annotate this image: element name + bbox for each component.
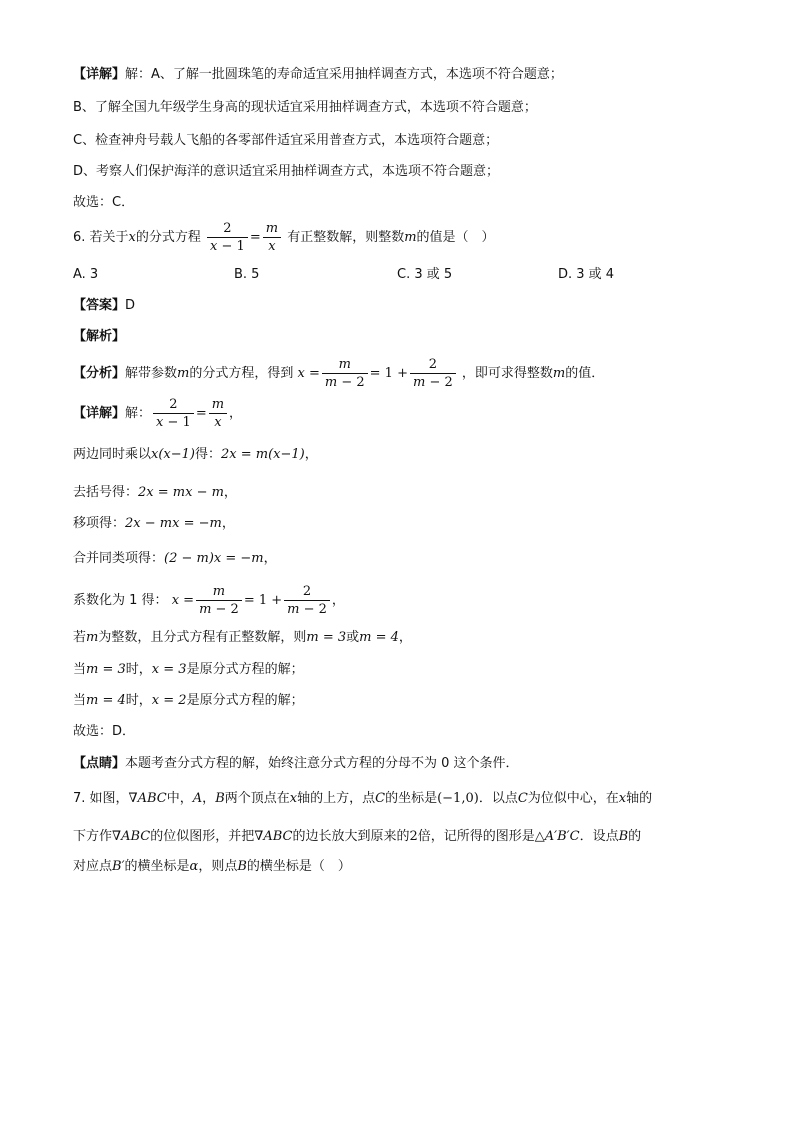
var-m: m: [552, 366, 566, 381]
var-m: m: [404, 230, 417, 245]
fenxi-line: 【分析】解带参数m的分式方程，得到 x = $\frac{m}{m - 2}$ = 1 + $\frac{2}{m - 2}$ ，即可求得整数m的值．: [73, 357, 605, 390]
q5-option-b-line: B、了解全国九年级学生身高的现状适宜采用抽样调查方式，本选项不符合题意；: [73, 100, 537, 115]
dianjing-text: 本题考查分式方程的解，始终注意分式方程的分母不为 0 这个条件．: [125, 756, 519, 771]
fenxi-text: ，即可求得整数: [461, 366, 553, 381]
math-expr: B: [618, 829, 629, 844]
equation-lhs-fraction: $\frac{2}{x - 1}$: [207, 220, 248, 255]
math-expr: (2 − m)x = −m: [164, 551, 264, 566]
math-expr: B: [215, 791, 225, 806]
q6-conclusion: 故选：D．: [73, 724, 136, 739]
step-label: 两边同时乘以: [73, 447, 152, 462]
step-text: 若: [73, 630, 87, 645]
math-expr: ∇ABC: [254, 829, 293, 844]
math-expr: 2x − mx = −m: [125, 516, 222, 531]
answer-line: [73, 297, 135, 315]
fenxi-tag: 【分析】: [73, 366, 126, 381]
q7-text: 的横坐标是: [124, 859, 190, 874]
solution-fraction-2: $\frac{2}{m - 2}$: [284, 583, 330, 618]
math-expr: m = 3: [86, 662, 126, 677]
step-combine: 合并同类项得：(2 − m)x = −m，: [73, 551, 277, 566]
solution-fraction: $\frac{m}{m - 2}$: [322, 356, 368, 391]
q7-text: ．设点: [579, 829, 619, 844]
math-expr: ∇ABC: [128, 791, 167, 806]
math-expr: 2x = mx − m: [138, 485, 224, 500]
math-expr: x: [618, 791, 627, 806]
math-expr: (−1,0): [437, 791, 479, 806]
step-label: 去括号得：: [73, 485, 139, 500]
q7-text: 的位似图形，并把: [150, 829, 255, 844]
math-expr: m = 3: [306, 630, 347, 645]
math-expr: △A′B′C: [534, 829, 580, 844]
var-x: x: [128, 230, 136, 245]
option-d: D. 3 或 4: [558, 267, 615, 282]
math-expr: 2: [409, 829, 418, 844]
q7-line2: [73, 828, 641, 846]
math-expr: B: [237, 859, 247, 874]
q7-text: 为位似中心，在: [527, 791, 619, 806]
dianjing-line: [73, 755, 519, 773]
answer-tag: 【答案】: [73, 298, 126, 313]
detail-tag: 【详解】: [73, 67, 126, 82]
q6-stem-text: 的分式方程: [135, 230, 201, 245]
step-text: 时，: [125, 662, 152, 677]
step-text: 时，: [125, 693, 152, 708]
step-label: 得：: [195, 447, 222, 462]
step-text: 是原分式方程的解；: [186, 662, 304, 677]
detail-tag: 【详解】: [73, 406, 126, 421]
math-expr: B′: [112, 859, 125, 874]
q7-text: 轴的: [626, 791, 653, 806]
equation-rhs-fraction: $\frac{m}{x}$: [263, 220, 281, 255]
step-label: 移项得：: [73, 516, 126, 531]
option-c: C. 3 或 5: [397, 267, 453, 282]
math-expr: C: [517, 791, 528, 806]
q6-stem-text: 的值是（ ）: [416, 230, 495, 245]
option-a: A. 3: [73, 267, 99, 282]
answer-value: D: [125, 298, 136, 313]
q7-text: 的横坐标是（ ）: [246, 859, 351, 874]
dianjing-tag: 【点睛】: [73, 756, 126, 771]
math-expr: x(x−1): [151, 447, 195, 462]
q7-text: 倍，记所得的图形是: [417, 829, 535, 844]
q5-line1-text: 解：A、了解一批圆珠笔的寿命适宜采用抽样调查方式，本选项不符合题意；: [125, 67, 563, 82]
analysis-tag-text: 【解析】: [73, 329, 126, 344]
solution-fraction: $\frac{m}{m - 2}$: [196, 583, 242, 618]
detail-line: 【详解】解： $\frac{2}{x - 1}$ = $\frac{m}{x}$ ，: [73, 397, 243, 430]
q7-text: ，则点: [198, 859, 238, 874]
q7-text: 的坐标是: [385, 791, 438, 806]
q6-stem-text: 6. 若关于: [73, 230, 129, 245]
step-text: 当: [73, 693, 87, 708]
option-b: B. 5: [234, 267, 260, 282]
q7-text: 两个顶点在: [224, 791, 290, 806]
step-text: 或: [346, 630, 360, 645]
q7-text: 对应点: [73, 859, 113, 874]
q7-text: 的边长放大到原来的: [292, 829, 410, 844]
analysis-tag: [73, 328, 125, 346]
fenxi-text: 解带参数: [125, 366, 178, 381]
math-expr: x = 2: [151, 693, 187, 708]
q5-conclusion: 故选：C．: [73, 195, 135, 210]
step-text: 是原分式方程的解；: [186, 693, 304, 708]
q7-text: 轴的上方，点: [297, 791, 376, 806]
math-expr: x: [289, 791, 298, 806]
math-expr: m = 4: [359, 630, 399, 645]
step-transpose: 移项得：2x − mx = −m，: [73, 516, 235, 531]
detail-text: 解：: [125, 406, 152, 421]
q7-line1: [73, 790, 652, 808]
var-m: m: [177, 366, 190, 381]
math-expr: A: [192, 791, 203, 806]
equation-rhs-fraction: $\frac{m}{x}$: [209, 396, 227, 431]
fenxi-text: 的分式方程，得到: [189, 366, 294, 381]
q7-text: ，: [202, 791, 216, 806]
q5-option-d-line: D、考察人们保护海洋的意识适宜采用抽样调查方式，本选项不符合题意；: [73, 164, 500, 179]
step-label: 系数化为 1 得：: [73, 593, 168, 608]
fenxi-text: 的值．: [565, 366, 605, 381]
var-m: m: [86, 630, 99, 645]
math-expr: ∇ABC: [112, 829, 151, 844]
step-label: 合并同类项得：: [73, 551, 165, 566]
q5-option-c-line: C、检查神舟号载人飞船的各零部件适宜采用普查方式，本选项符合题意；: [73, 133, 499, 148]
q7-text: 下方作: [73, 829, 113, 844]
step-text: 当: [73, 662, 87, 677]
q7-line3: [73, 858, 351, 876]
step-coefficient: 系数化为 1 得： x = $\frac{m}{m - 2}$ = 1 + $\frac{2}{m - 2}$ ，: [73, 584, 345, 617]
step-check-4: [73, 692, 304, 710]
step-integer: 若m为整数，且分式方程有正整数解，则m = 3或m = 4，: [73, 630, 412, 645]
math-expr: C: [375, 791, 386, 806]
q7-text: 中，: [166, 791, 193, 806]
math-expr: α: [189, 859, 199, 874]
math-expr: x = 3: [151, 662, 187, 677]
q6-stem-text: 有正整数解，则整数: [287, 230, 405, 245]
q7-text: ．以点: [478, 791, 518, 806]
q7-text: 7. 如图，: [73, 791, 129, 806]
q5-detail-line1: [73, 66, 563, 84]
step-multiply: 两边同时乘以x(x−1)得：2x = m(x−1)，: [73, 447, 318, 462]
solution-fraction-2: $\frac{2}{m - 2}$: [410, 356, 456, 391]
step-expand: 去括号得：2x = mx − m，: [73, 485, 237, 500]
math-expr: m = 4: [86, 693, 126, 708]
q7-text: 的: [628, 829, 642, 844]
step-check-3: [73, 661, 304, 679]
step-text: 为整数，且分式方程有正整数解，则: [98, 630, 307, 645]
math-expr: 2x = m(x−1): [221, 447, 305, 462]
q6-stem: 6. 若关于x的分式方程 $\frac{2}{x - 1}$ = $\frac{m}{x}$ 有正整数解，则整数m的值是（ ）: [73, 221, 495, 254]
equation-lhs-fraction: $\frac{2}{x - 1}$: [153, 396, 194, 431]
